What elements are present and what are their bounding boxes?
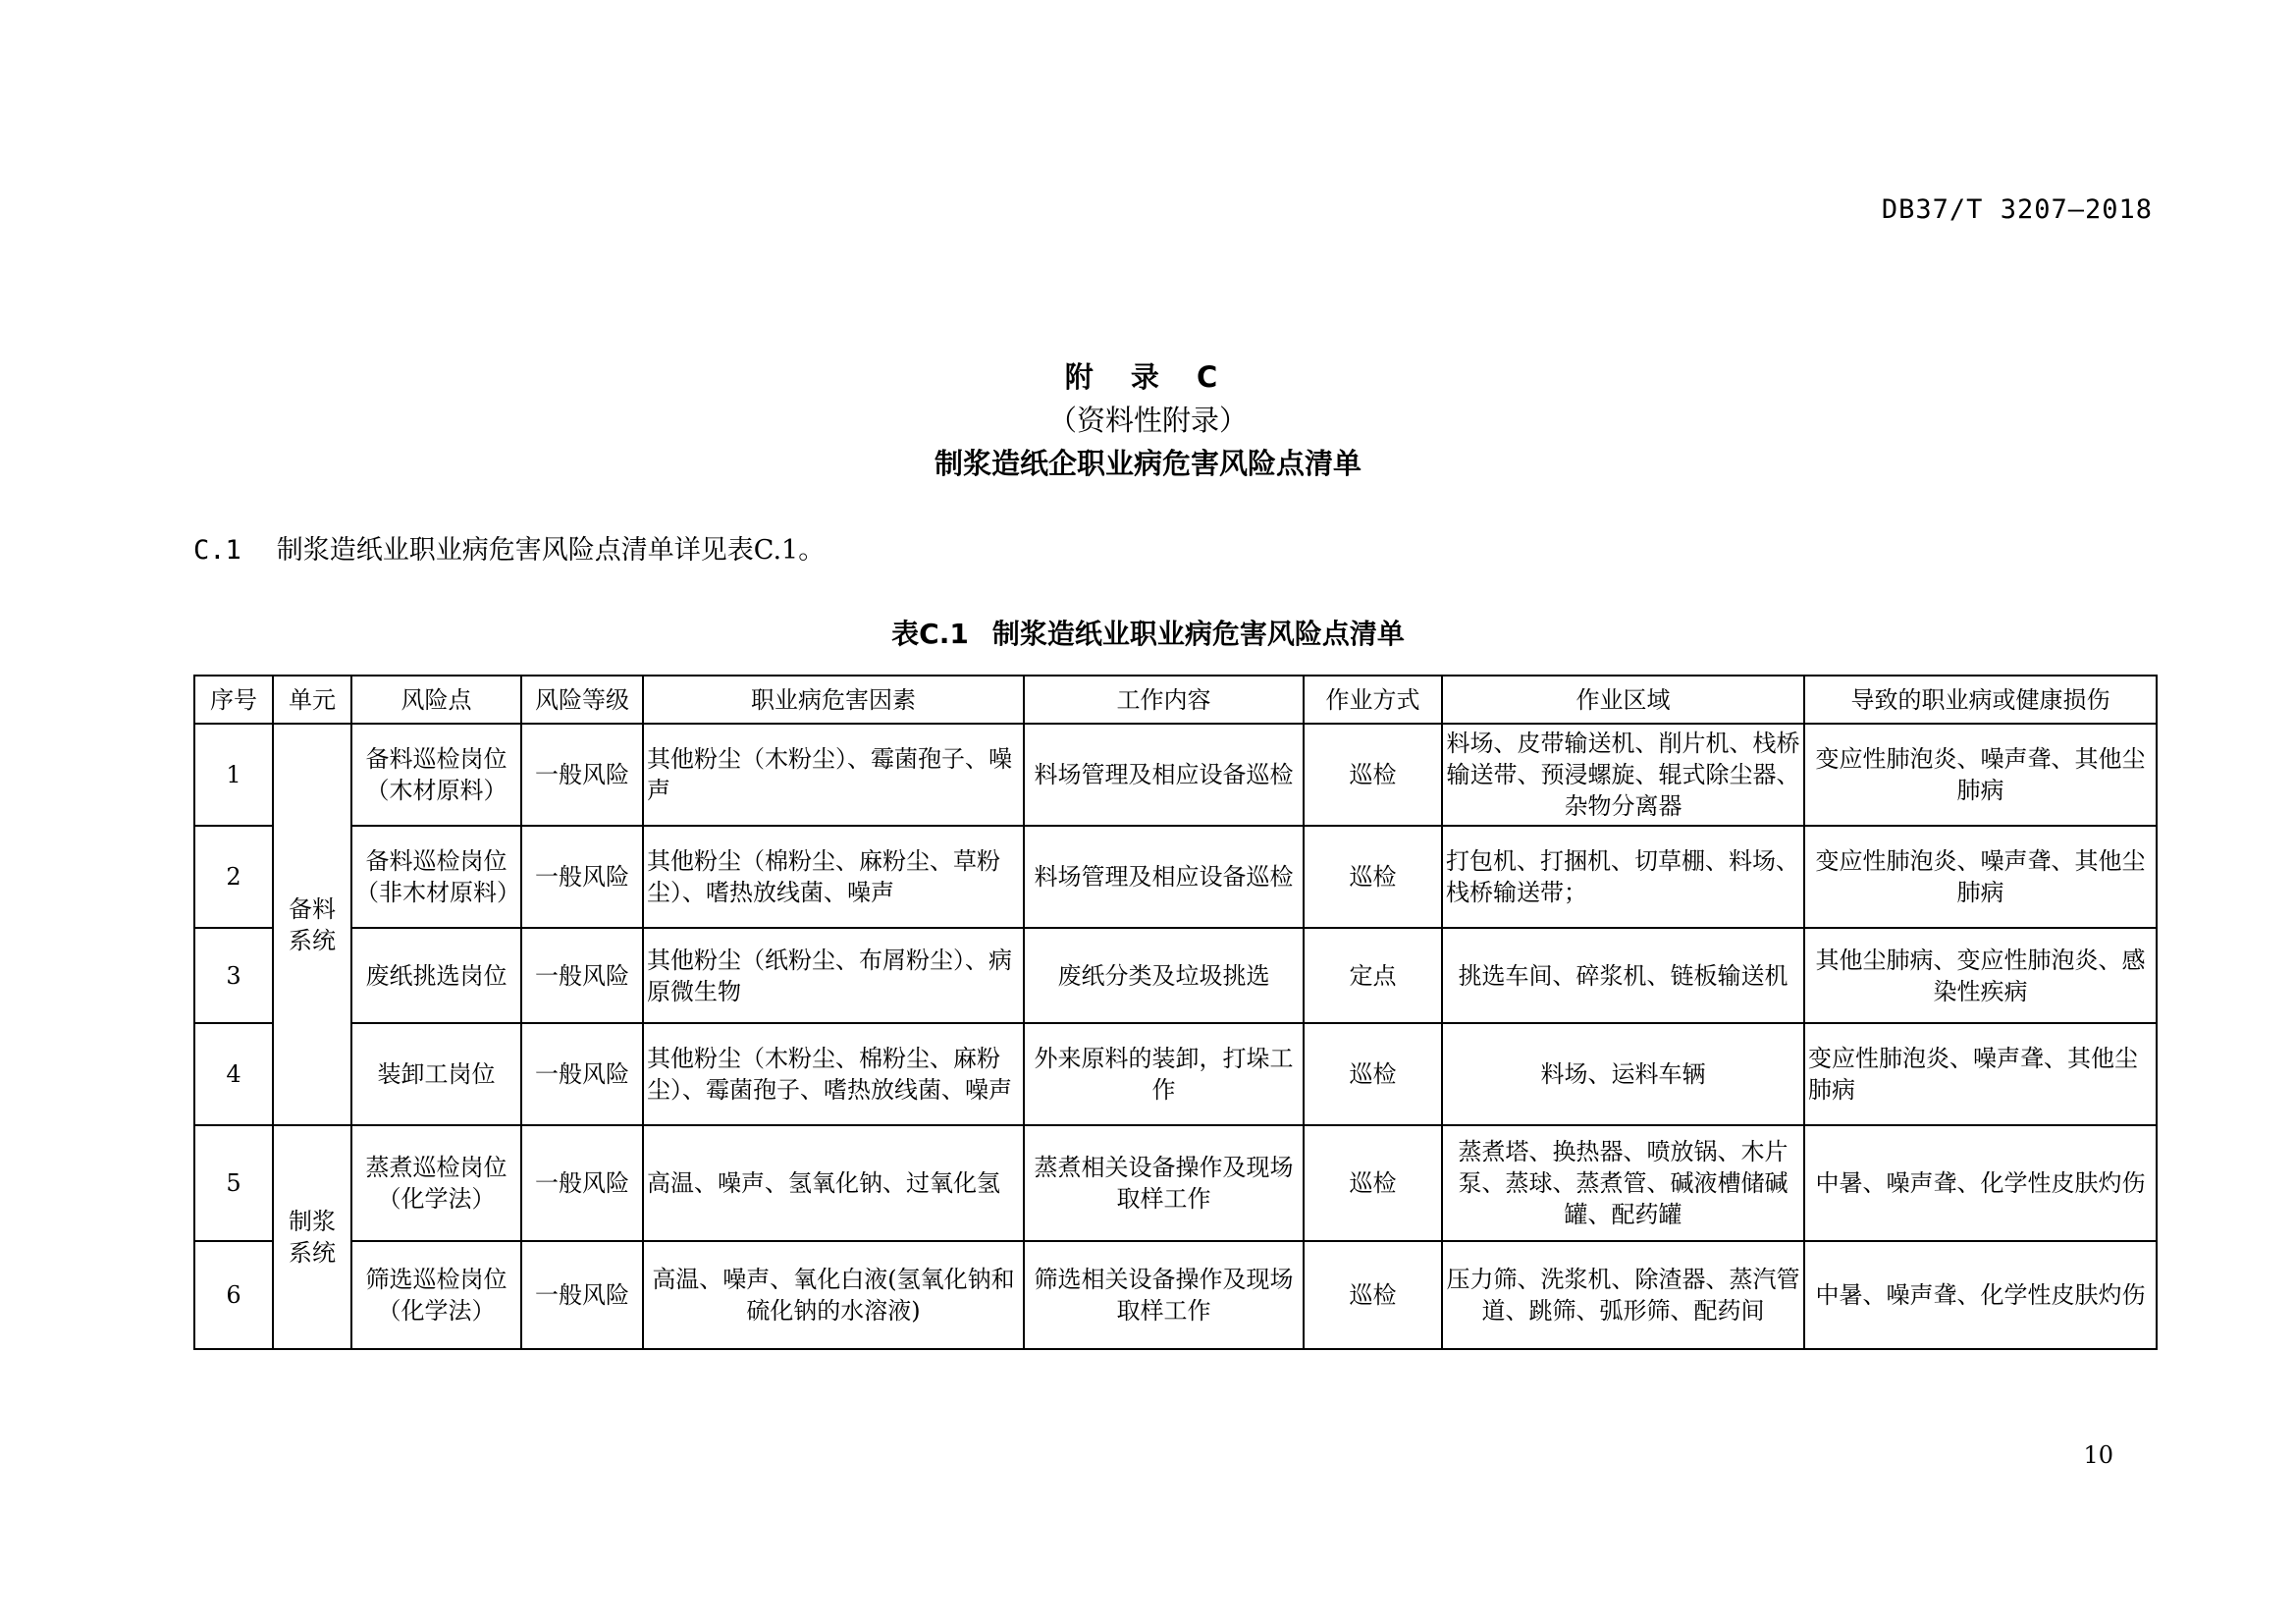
disease-cell: 其他尘肺病、变应性肺泡炎、感染性疾病	[1804, 928, 2157, 1023]
appendix-title: 制浆造纸企职业病危害风险点清单	[934, 447, 1362, 480]
work-content-cell: 筛选相关设备操作及现场取样工作	[1024, 1241, 1304, 1349]
appendix-type: （资料性附录）	[1047, 404, 1248, 437]
work-mode-cell: 巡检	[1304, 1023, 1442, 1125]
disease-cell: 中暑、噪声聋、化学性皮肤灼伤	[1804, 1241, 2157, 1349]
risk-point-cell: 装卸工岗位	[351, 1023, 521, 1125]
row-number: 2	[194, 826, 273, 928]
risk-level-cell: 一般风险	[521, 928, 643, 1023]
table-caption	[0, 613, 2296, 652]
hazard-factors-cell: 高温、噪声、氧化白液(氢氧化钠和硫化钠的水溶液)	[643, 1241, 1024, 1349]
page-number: 10	[2083, 1441, 2113, 1469]
table-row	[194, 1241, 2157, 1349]
hazard-factors-cell: 其他粉尘（木粉尘、棉粉尘、麻粉尘）、霉菌孢子、嗜热放线菌、噪声	[643, 1023, 1024, 1125]
work-area-cell: 蒸煮塔、换热器、喷放锅、木片泵、蒸球、蒸煮管、碱液槽储碱罐、配药罐	[1442, 1125, 1804, 1241]
work-content-cell: 料场管理及相应设备巡检	[1024, 826, 1304, 928]
risk-level-cell: 一般风险	[521, 1241, 643, 1349]
section-paragraph	[193, 528, 825, 567]
unit-cell: 备料系统	[273, 724, 351, 1125]
work-area-cell: 挑选车间、碎浆机、链板输送机	[1442, 928, 1804, 1023]
table-row	[194, 826, 2157, 928]
work-content-cell: 外来原料的装卸，打垛工作	[1024, 1023, 1304, 1125]
section-number: C.1	[193, 535, 241, 566]
risk-point-cell: 蒸煮巡检岗位（化学法）	[351, 1125, 521, 1241]
risk-point-cell: 备料巡检岗位（非木材原料）	[351, 826, 521, 928]
risk-level-cell: 一般风险	[521, 724, 643, 826]
work-mode-cell: 巡检	[1304, 826, 1442, 928]
work-content-cell: 废纸分类及垃圾挑选	[1024, 928, 1304, 1023]
risk-point-cell: 废纸挑选岗位	[351, 928, 521, 1023]
disease-cell: 变应性肺泡炎、噪声聋、其他尘肺病	[1804, 1023, 2157, 1125]
column-header: 作业区域	[1442, 676, 1804, 724]
work-mode-cell: 巡检	[1304, 1241, 1442, 1349]
hazard-factors-cell: 其他粉尘（纸粉尘、布屑粉尘）、病原微生物	[643, 928, 1024, 1023]
column-header: 作业方式	[1304, 676, 1442, 724]
work-area-cell: 压力筛、洗浆机、除渣器、蒸汽管道、跳筛、弧形筛、配药间	[1442, 1241, 1804, 1349]
table-row	[194, 1125, 2157, 1241]
row-number: 3	[194, 928, 273, 1023]
table-header-row	[194, 676, 2157, 724]
table-row	[194, 1023, 2157, 1125]
disease-cell: 中暑、噪声聋、化学性皮肤灼伤	[1804, 1125, 2157, 1241]
column-header: 序号	[194, 676, 273, 724]
risk-point-cell: 筛选巡检岗位（化学法）	[351, 1241, 521, 1349]
row-number: 1	[194, 724, 273, 826]
work-mode-cell: 巡检	[1304, 724, 1442, 826]
work-mode-cell: 巡检	[1304, 1125, 1442, 1241]
risk-point-cell: 备料巡检岗位（木材原料）	[351, 724, 521, 826]
disease-cell: 变应性肺泡炎、噪声聋、其他尘肺病	[1804, 826, 2157, 928]
appendix-heading	[0, 355, 2296, 485]
column-header: 单元	[273, 676, 351, 724]
column-header: 职业病危害因素	[643, 676, 1024, 724]
work-content-cell: 蒸煮相关设备操作及现场取样工作	[1024, 1125, 1304, 1241]
table-number: 表C.1	[891, 618, 969, 650]
row-number: 4	[194, 1023, 273, 1125]
section-text: 制浆造纸业职业病危害风险点清单详见表C.1。	[276, 535, 826, 566]
column-header: 风险点	[351, 676, 521, 724]
appendix-label: 附 录 C	[1064, 360, 1232, 394]
unit-cell: 制浆系统	[273, 1125, 351, 1349]
row-number: 5	[194, 1125, 273, 1241]
disease-cell: 变应性肺泡炎、噪声聋、其他尘肺病	[1804, 724, 2157, 826]
column-header: 工作内容	[1024, 676, 1304, 724]
hazard-factors-cell: 其他粉尘（棉粉尘、麻粉尘、草粉尘）、嗜热放线菌、噪声	[643, 826, 1024, 928]
risk-table	[193, 675, 2158, 1350]
hazard-factors-cell: 其他粉尘（木粉尘）、霉菌孢子、噪声	[643, 724, 1024, 826]
risk-level-cell: 一般风险	[521, 1125, 643, 1241]
row-number: 6	[194, 1241, 273, 1349]
column-header: 风险等级	[521, 676, 643, 724]
work-area-cell: 打包机、打捆机、切草棚、料场、栈桥输送带；	[1442, 826, 1804, 928]
work-area-cell: 料场、运料车辆	[1442, 1023, 1804, 1125]
table-row	[194, 724, 2157, 826]
table-row	[194, 928, 2157, 1023]
hazard-factors-cell: 高温、噪声、氢氧化钠、过氧化氢	[643, 1125, 1024, 1241]
table-title: 制浆造纸业职业病危害风险点清单	[991, 618, 1405, 650]
work-area-cell: 料场、皮带输送机、削片机、栈桥输送带、预浸螺旋、辊式除尘器、杂物分离器	[1442, 724, 1804, 826]
risk-level-cell: 一般风险	[521, 826, 643, 928]
document-number: DB37/T 3207—2018	[1881, 194, 2153, 225]
column-header: 导致的职业病或健康损伤	[1804, 676, 2157, 724]
work-content-cell: 料场管理及相应设备巡检	[1024, 724, 1304, 826]
risk-level-cell: 一般风险	[521, 1023, 643, 1125]
work-mode-cell: 定点	[1304, 928, 1442, 1023]
